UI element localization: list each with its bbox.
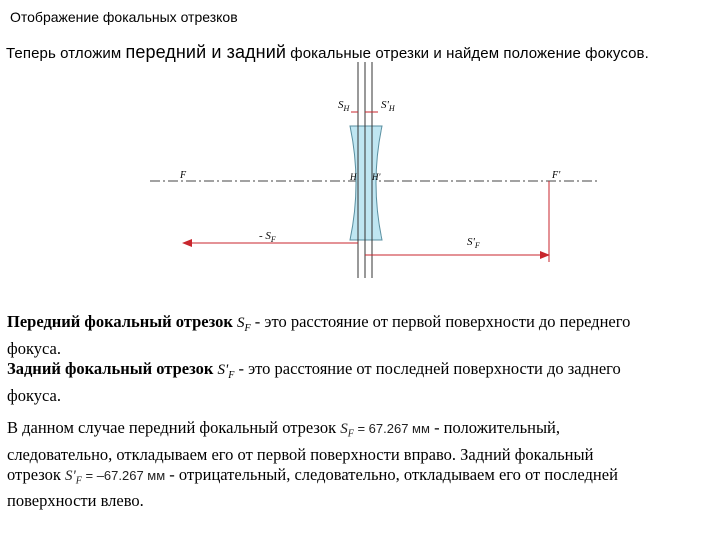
expl-line4: поверхности влево. bbox=[7, 491, 144, 511]
label-sF2: $S'_F$ bbox=[467, 236, 480, 250]
back-def-line1: Задний фокальный отрезок $S'_F$ - это расстояние от последней поверхности до заднего bbox=[7, 359, 621, 381]
expl-line1: В данном случае передний фокальный отрезок $S_F = 67.267$ мм - положительный, bbox=[7, 418, 561, 440]
label-sH2: $S'_H$ bbox=[381, 99, 395, 113]
label-minus-sF: - $S_F$ bbox=[259, 230, 276, 244]
front-symbol: $S_F$ bbox=[237, 315, 251, 334]
front-def-line1: Передний фокальный отрезок $S_F$ - это расстояние от первой поверхности до переднего bbox=[7, 312, 631, 334]
front-focal-arrowhead bbox=[182, 239, 192, 247]
front-def-line2: фокуса. bbox=[7, 339, 61, 358]
label-H2: H' bbox=[372, 172, 381, 182]
label-H: H bbox=[350, 172, 357, 182]
label-sH: $S_H$ bbox=[338, 99, 350, 113]
expl-line2: следовательно, откладываем его от первой поверхности вправо. Задний фокальный bbox=[7, 444, 594, 464]
page-title: Отображение фокальных отрезков bbox=[10, 9, 238, 25]
label-F2: F' bbox=[552, 170, 561, 181]
front-formula: $S_F = 67.267$ мм bbox=[340, 421, 430, 440]
back-formula: $S'_F = -67.267$ мм bbox=[65, 467, 166, 487]
negative-lens bbox=[350, 126, 382, 240]
intro-part2: передний и задний bbox=[125, 42, 287, 62]
intro-part1: Теперь отложим bbox=[6, 45, 126, 62]
explanation-paragraph bbox=[7, 418, 618, 511]
intro-part3: фокальные отрезки и найдем положение фокусов. bbox=[286, 45, 649, 62]
back-def-line2: фокуса. bbox=[7, 386, 61, 405]
back-symbol: $S'_F$ bbox=[217, 362, 235, 381]
definitions-paragraph bbox=[7, 312, 630, 406]
label-F: F bbox=[180, 170, 187, 181]
expl-line3: отрезок $S'_F = -67.267$ мм - отрицательный, следовательно, откладываем его от последней bbox=[7, 464, 618, 487]
